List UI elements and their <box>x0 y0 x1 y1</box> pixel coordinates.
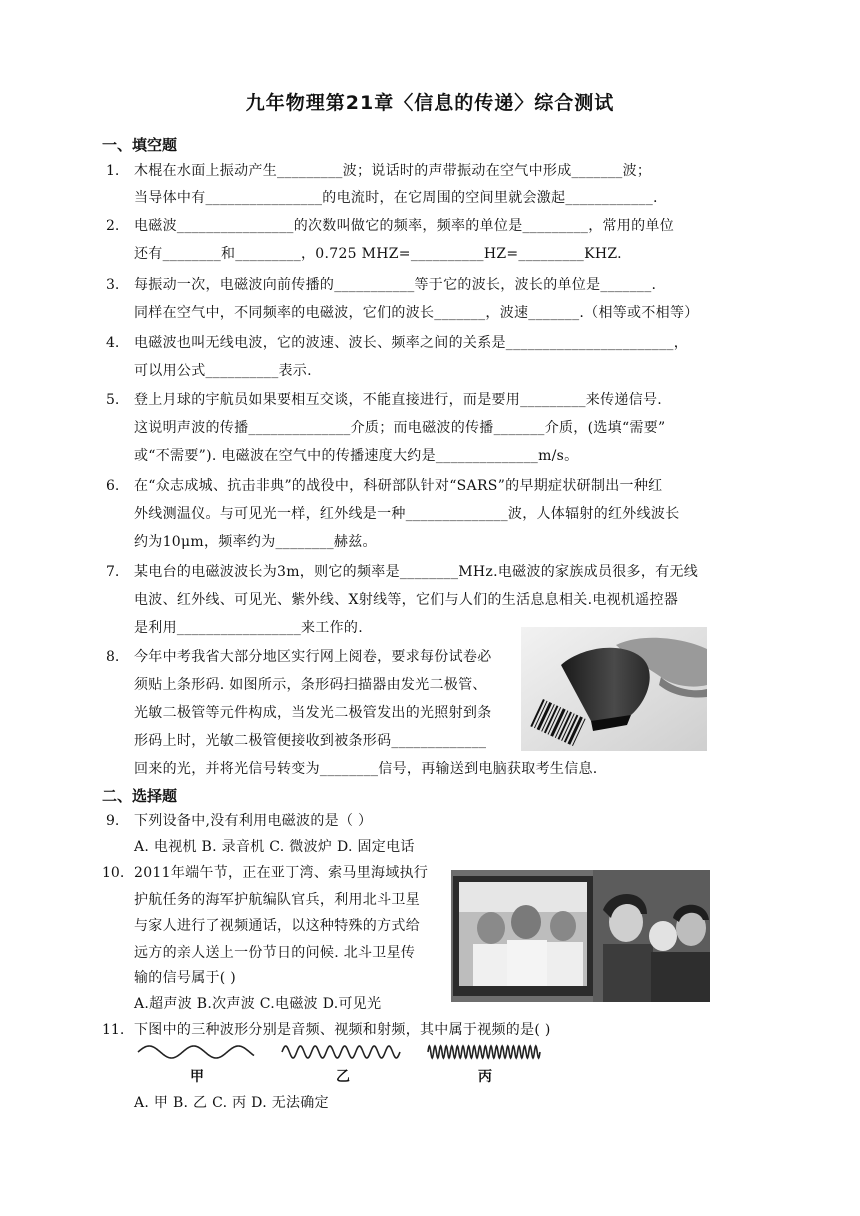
question-line: 某电台的电磁波波长为3m，则它的频率是________MHz.电磁波的家族成员很多，有无线 <box>134 564 699 580</box>
barcode-scanner-image <box>521 627 707 751</box>
question-line: 约为10μm，频率约为________赫兹。 <box>134 534 377 550</box>
question-line: 可以用公式__________表示. <box>134 363 312 379</box>
question-line: 每振动一次，电磁波向前传播的___________等于它的波长，波长的单位是_______. <box>134 277 657 293</box>
question-line: 与家人进行了视频通话，以这种特殊的方式给 <box>134 918 420 934</box>
question-line: 形码上时，光敏二极管便接收到被条形码_____________ <box>134 733 487 749</box>
question-line: 输的信号属于( ) <box>134 970 237 986</box>
question-line: 是利用_________________来工作的. <box>134 620 363 636</box>
answer-options: A. 电视机 B. 录音机 C. 微波炉 D. 固定电话 <box>134 839 415 855</box>
question-number: 5. <box>106 392 120 408</box>
question-line: 当导体中有________________的电流时，在它周围的空间里就会激起____________. <box>134 190 658 206</box>
video-call-photo <box>451 870 710 1002</box>
waveform-video <box>282 1046 400 1058</box>
wave-label-yi: 乙 <box>336 1069 351 1085</box>
question-number: 9. <box>106 813 120 829</box>
question-line: 须贴上条形码. 如图所示，条形码扫描器由发光二极管、 <box>134 677 487 693</box>
question-line: 电磁波________________的次数叫做它的频率，频率的单位是_________，常用的单位 <box>134 218 674 234</box>
question-number: 8. <box>106 649 120 665</box>
question-line: 电波、红外线、可见光、紫外线、X射线等，它们与人们的生活息息相关.电视机遥控器 <box>134 592 679 608</box>
question-line: 或“不需要”). 电磁波在空气中的传播速度大约是______________m/s。 <box>134 448 579 464</box>
section-heading-fill-blank: 一、填空题 <box>102 136 178 154</box>
question-number: 10. <box>102 865 125 881</box>
answer-options: A. 甲 B. 乙 C. 丙 D. 无法确定 <box>134 1095 329 1111</box>
question-number: 2. <box>106 218 120 234</box>
answer-options: A.超声波 B.次声波 C.电磁波 D.可见光 <box>134 996 382 1012</box>
page-title: 九年物理第21章〈信息的传递〉综合测试 <box>245 92 615 114</box>
question-line: 今年中考我省大部分地区实行网上阅卷，要求每份试卷必 <box>134 649 492 665</box>
question-number: 4. <box>106 335 120 351</box>
waveform-audio <box>138 1046 254 1058</box>
waveform-diagram <box>134 1040 554 1064</box>
question-line: 木棍在水面上振动产生_________波；说话时的声带振动在空气中形成_______波； <box>134 163 652 179</box>
section-heading-multiple-choice: 二、选择题 <box>102 787 178 805</box>
question-number: 11. <box>102 1022 125 1038</box>
question-number: 6. <box>106 478 120 494</box>
question-number: 1. <box>106 163 120 179</box>
question-line: 下列设备中,没有利用电磁波的是（ ） <box>134 813 373 829</box>
question-line: 远方的亲人送上一份节日的问候. 北斗卫星传 <box>134 945 416 961</box>
question-line: 这说明声波的传播______________介质；而电磁波的传播_______介质，(选填“需要” <box>134 420 666 436</box>
question-line: 电磁波也叫无线电波，它的波速、波长、频率之间的关系是_______________________， <box>134 335 688 351</box>
question-line: 2011年端午节，正在亚丁湾、索马里海域执行 <box>134 865 429 881</box>
waveform-radio <box>428 1046 540 1058</box>
question-line: 下图中的三种波形分别是音频、视频和射频，其中属于视频的是( ) <box>134 1022 551 1038</box>
question-line: 同样在空气中，不同频率的电磁波，它们的波长_______，波速_______.（相等或不相等） <box>134 305 699 321</box>
question-line: 在“众志成城、抗击非典”的战役中，科研部队针对“SARS”的早期症状研制出一种红 <box>134 478 663 494</box>
question-number: 3. <box>106 277 120 293</box>
question-number: 7. <box>106 564 120 580</box>
question-line: 登上月球的宇航员如果要相互交谈，不能直接进行，而是要用_________来传递信号. <box>134 392 663 408</box>
question-line: 还有________和_________，0.725 MHZ=__________HZ=_________KHZ. <box>134 246 622 262</box>
wave-label-jia: 甲 <box>190 1069 205 1085</box>
wave-label-bing: 丙 <box>478 1069 493 1085</box>
question-line: 光敏二极管等元件构成，当发光二极管发出的光照射到条 <box>134 705 492 721</box>
question-line: 护航任务的海军护航编队官兵，利用北斗卫星 <box>134 892 420 908</box>
question-line: 外线测温仪。与可见光一样，红外线是一种______________波，人体辐射的红外线波长 <box>134 506 680 522</box>
question-line: 回来的光，并将光信号转变为________信号，再输送到电脑获取考生信息. <box>134 761 598 777</box>
